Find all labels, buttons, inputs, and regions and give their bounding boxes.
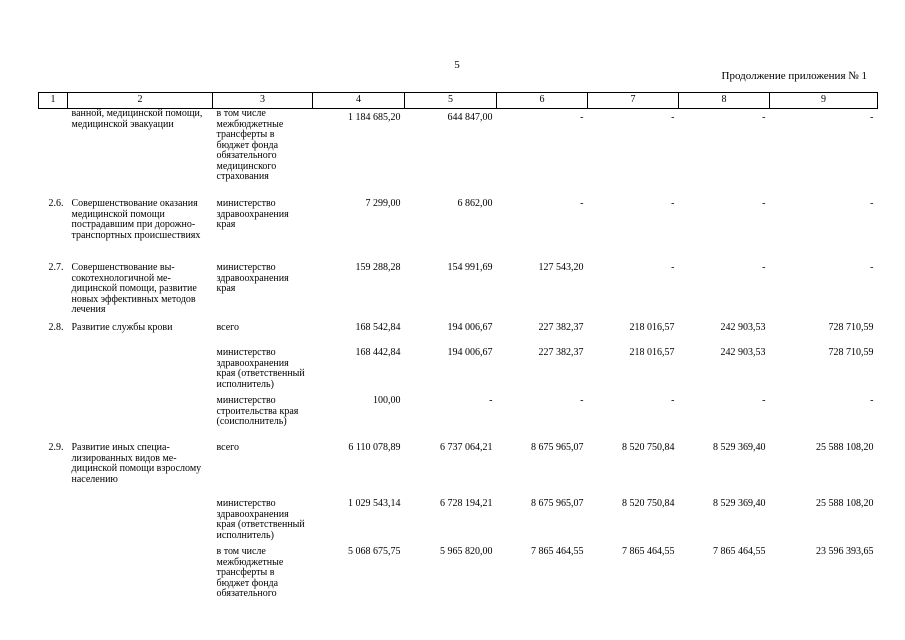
amount-cell: - — [580, 112, 584, 123]
table-row — [39, 319, 878, 343]
table-row — [39, 390, 878, 438]
amount-cell: 25 588 108,20 — [816, 498, 874, 509]
table-row — [39, 194, 878, 258]
column-header: 1 — [39, 93, 68, 109]
activity-name — [68, 343, 213, 390]
amount-cell: - — [671, 112, 675, 123]
table-row — [39, 542, 878, 607]
appendix-continuation-label: Продолжение приложения № 1 — [721, 70, 867, 82]
amount-cell: - — [580, 395, 584, 406]
amount-cell: 218 016,57 — [629, 322, 675, 333]
executor: всего — [216, 322, 240, 333]
amount-cell: 8 520 750,84 — [622, 442, 675, 453]
amount-cell: 8 675 965,07 — [531, 498, 584, 509]
amount-cell: - — [762, 112, 766, 123]
amount-cell: 168 542,84 — [355, 322, 401, 333]
amount-cell: - — [762, 395, 766, 406]
amount-cell: 728 710,59 — [828, 322, 874, 333]
page-number: 5 — [454, 59, 460, 71]
item-number: 2.8. — [48, 322, 64, 333]
amount-cell: 194 006,67 — [447, 322, 493, 333]
amount-cell: 6 862,00 — [457, 198, 493, 209]
amount-cell: 242 903,53 — [720, 322, 766, 333]
column-header: 3 — [213, 93, 313, 109]
activity-name: Совершенствование высокотехнологичной медицинской помощи, развитие новых эффективных методов лечения — [71, 262, 197, 315]
amount-cell: 1 184 685,20 — [348, 112, 401, 123]
amount-cell: 227 382,37 — [538, 347, 584, 358]
activity-name: Развитие службы крови — [71, 322, 173, 333]
amount-cell: 100,00 — [373, 395, 401, 406]
amount-cell: 168 442,84 — [355, 347, 401, 358]
amount-cell: 728 710,59 — [828, 347, 874, 358]
activity-name: ванной, медицинской помощи, медицинской эвакуации — [71, 108, 203, 130]
column-header: 6 — [497, 93, 588, 109]
amount-cell: 644 847,00 — [447, 112, 493, 123]
amount-cell: - — [870, 198, 874, 209]
amount-cell: 1 029 543,14 — [348, 498, 401, 509]
amount-cell: 8 529 369,40 — [713, 498, 766, 509]
amount-cell: - — [671, 198, 675, 209]
item-number — [39, 343, 68, 390]
table-row — [39, 494, 878, 542]
amount-cell: 5 068 675,75 — [348, 546, 401, 557]
executor: министерство здравоохранения края (ответственный исполнитель) — [216, 347, 305, 390]
column-header: 4 — [313, 93, 405, 109]
column-header: 5 — [405, 93, 497, 109]
column-header: 2 — [68, 93, 213, 109]
amount-cell: 25 588 108,20 — [816, 442, 874, 453]
amount-cell: 242 903,53 — [720, 347, 766, 358]
activity-name: Развитие иных специализированных видов медицинской помощи взрослому населению — [71, 442, 202, 485]
activity-name — [68, 542, 213, 607]
executor: министерство здравоохранения края (ответственный исполнитель) — [216, 498, 305, 541]
item-number: 2.7. — [48, 262, 64, 273]
amount-cell: - — [671, 395, 675, 406]
amount-cell: 7 865 464,55 — [713, 546, 766, 557]
amount-cell: 159 288,28 — [355, 262, 401, 273]
amount-cell: 7 865 464,55 — [622, 546, 675, 557]
amount-cell: 8 520 750,84 — [622, 498, 675, 509]
table-row — [39, 438, 878, 494]
table-row — [39, 258, 878, 319]
amount-cell: - — [580, 198, 584, 209]
amount-cell: 8 529 369,40 — [713, 442, 766, 453]
table-row — [39, 343, 878, 390]
item-number: 2.9. — [48, 442, 64, 453]
activity-name — [68, 494, 213, 542]
amount-cell: 218 016,57 — [629, 347, 675, 358]
amount-cell: 7 865 464,55 — [531, 546, 584, 557]
amount-cell: 8 675 965,07 — [531, 442, 584, 453]
amount-cell: - — [870, 112, 874, 123]
table-row — [39, 109, 878, 195]
item-number — [39, 494, 68, 542]
amount-cell: 6 110 078,89 — [348, 442, 401, 453]
amount-cell: 5 965 820,00 — [440, 546, 493, 557]
column-header: 8 — [679, 93, 770, 109]
amount-cell: - — [671, 262, 675, 273]
amount-cell: 6 737 064,21 — [440, 442, 493, 453]
item-number — [39, 390, 68, 438]
executor: министерство строительства края (соисполнитель) — [216, 395, 299, 427]
amount-cell: 127 543,20 — [538, 262, 584, 273]
activity-name: Совершенствование оказания медицинской помощи пострадавшим при дорожно-транспортных происшествиях — [71, 198, 201, 241]
amount-cell: 6 728 194,21 — [440, 498, 493, 509]
amount-cell: 227 382,37 — [538, 322, 584, 333]
executor: всего — [216, 442, 240, 453]
amount-cell: - — [489, 395, 493, 406]
column-header: 9 — [770, 93, 878, 109]
column-header: 7 — [588, 93, 679, 109]
column-number-header-row — [39, 93, 878, 109]
budget-table — [38, 92, 878, 607]
executor: министерство здравоохранения края — [216, 262, 289, 294]
amount-cell: 154 991,69 — [447, 262, 493, 273]
item-number: 2.6. — [48, 198, 64, 209]
amount-cell: - — [762, 262, 766, 273]
amount-cell: - — [870, 262, 874, 273]
item-number — [39, 542, 68, 607]
amount-cell: 7 299,00 — [365, 198, 401, 209]
executor: в том числе межбюджетные трансферты в бюджет фонда обязательного — [216, 546, 284, 599]
item-number — [39, 109, 68, 195]
amount-cell: - — [762, 198, 766, 209]
amount-cell: 23 596 393,65 — [816, 546, 874, 557]
executor: в том числе межбюджетные трансферты в бюджет фонда обязательного медицинского страхования — [216, 108, 284, 182]
executor: министерство здравоохранения края — [216, 198, 289, 230]
activity-name — [68, 390, 213, 438]
amount-cell: - — [870, 395, 874, 406]
amount-cell: 194 006,67 — [447, 347, 493, 358]
